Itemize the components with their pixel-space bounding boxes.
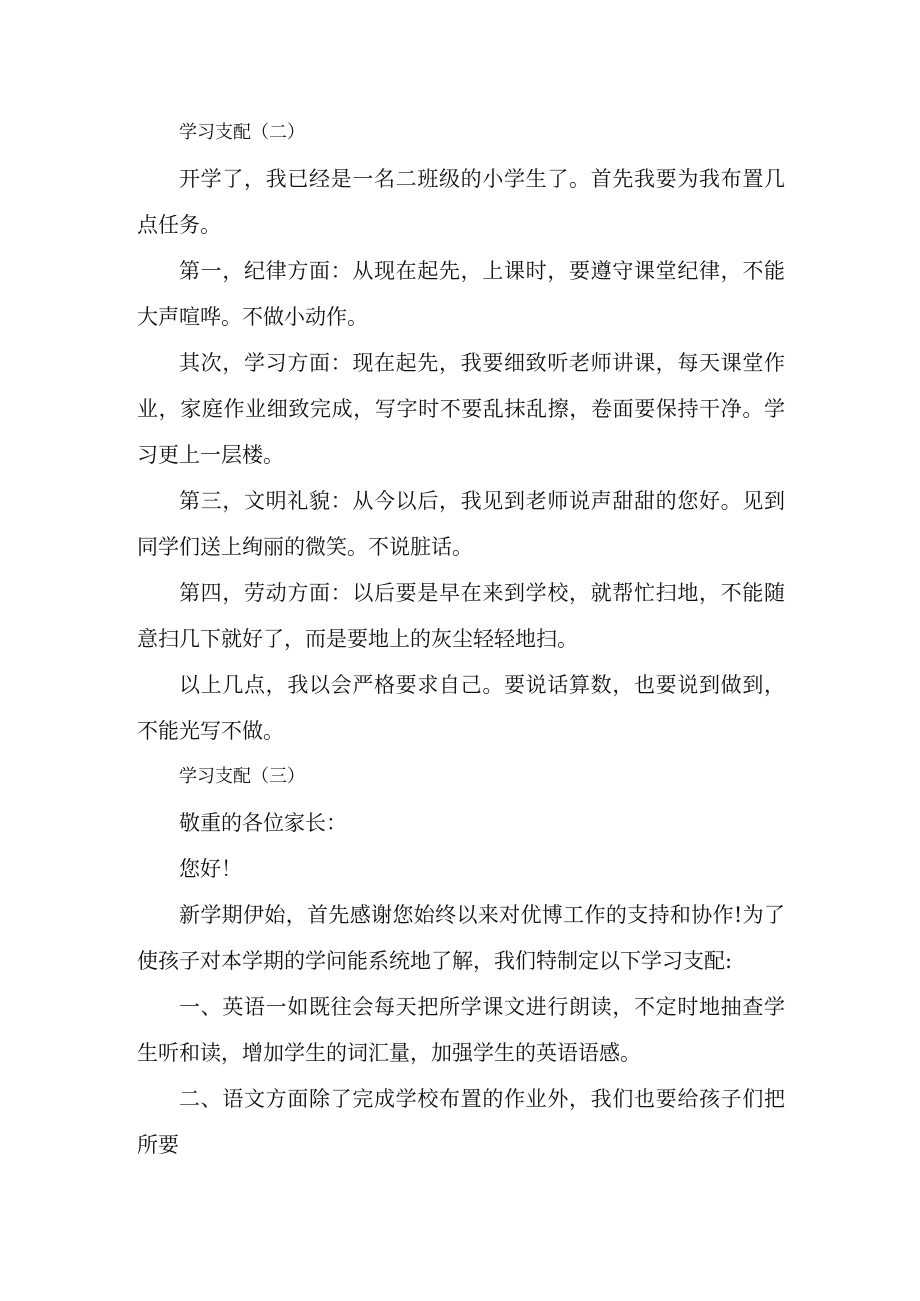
document-body — [137, 110, 785, 1168]
paragraph: 第四，劳动方面：以后要是早在来到学校，就帮忙扫地，不能随意扫几下就好了，而是要地上的灰尘轻轻地扫。 — [137, 581, 785, 651]
paragraph: 开学了，我已经是一名二班级的小学生了。首先我要为我布置几点任务。 — [137, 167, 785, 237]
paragraph: 其次，学习方面：现在起先，我要细致听老师讲课，每天课堂作业，家庭作业细致完成，写字时不要乱抹乱擦，卷面要保持干净。学习更上一层楼。 — [137, 351, 785, 467]
section-heading-3: 学习支配（三） — [179, 766, 305, 787]
paragraph: 第一，纪律方面：从现在起先，上课时，要遵守课堂纪律，不能大声喧哗。不做小动作。 — [137, 259, 785, 329]
paragraph: 一、英语一如既往会每天把所学课文进行朗读，不定时地抽查学生听和读，增加学生的词汇量，加强学生的英语语感。 — [137, 995, 785, 1065]
section-heading-2: 学习支配（二） — [179, 122, 305, 143]
paragraph: 新学期伊始，首先感谢您始终以来对优博工作的支持和协作!为了使孩子对本学期的学问能系统地了解，我们特制定以下学习支配: — [137, 903, 785, 973]
paragraph: 第三，文明礼貌：从今以后，我见到老师说声甜甜的您好。见到同学们送上绚丽的微笑。不说脏话。 — [137, 489, 785, 559]
paragraph: 二、语文方面除了完成学校布置的作业外，我们也要给孩子们把所要 — [137, 1087, 785, 1157]
salutation: 敬重的各位家长： — [179, 811, 347, 835]
greeting: 您好！ — [179, 857, 242, 881]
paragraph: 以上几点，我以会严格要求自己。要说话算数，也要说到做到，不能光写不做。 — [137, 673, 785, 743]
